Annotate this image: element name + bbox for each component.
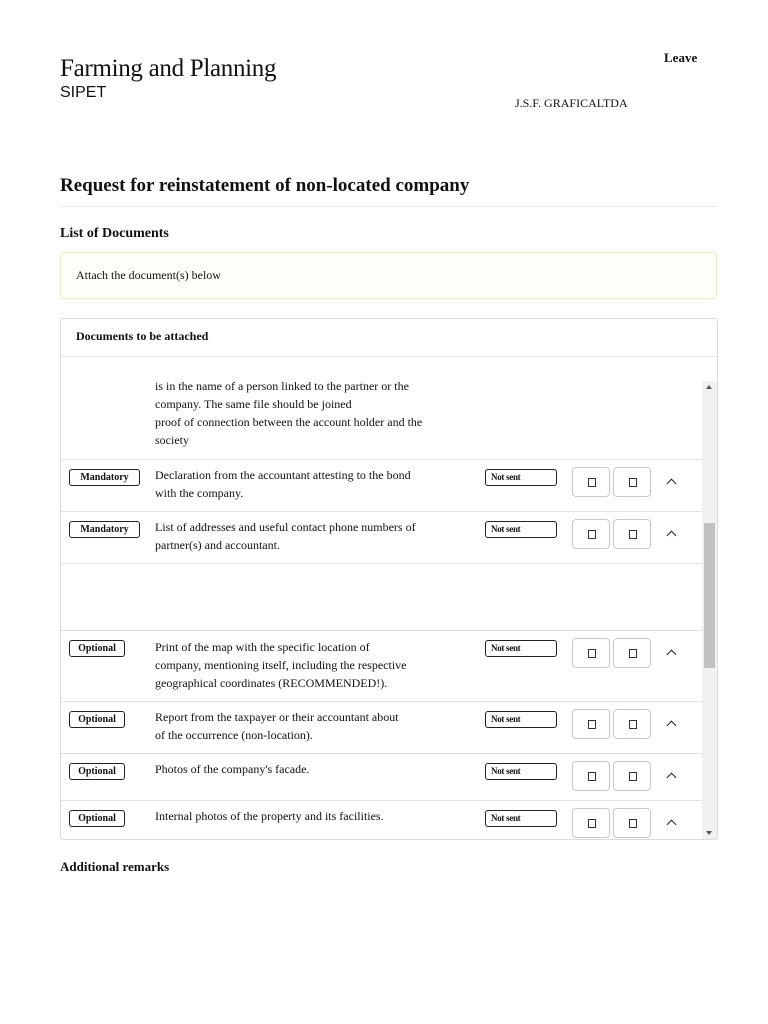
documents-section-title: List of Documents: [60, 226, 169, 241]
status-badge: Not sent: [485, 521, 557, 538]
view-button[interactable]: [613, 808, 651, 838]
square-icon: [588, 649, 596, 658]
square-icon: [588, 478, 596, 487]
square-icon: [629, 478, 637, 487]
attach-button[interactable]: [572, 761, 610, 791]
document-description: Internal photos of the property and its facilities.: [155, 809, 384, 823]
square-icon: [588, 530, 596, 539]
list-item: [61, 564, 702, 631]
square-icon: [629, 772, 637, 781]
leave-link[interactable]: Leave: [664, 50, 698, 65]
chevron-up-icon[interactable]: [665, 717, 679, 731]
attach-button[interactable]: [572, 519, 610, 549]
list-item: [61, 512, 702, 564]
title-divider: [60, 206, 717, 207]
status-badge: Not sent: [485, 711, 557, 728]
documents-panel: [60, 318, 718, 840]
chevron-up-icon[interactable]: [665, 527, 679, 541]
square-icon: [629, 530, 637, 539]
attach-button[interactable]: [572, 808, 610, 838]
list-item: [61, 460, 702, 512]
square-icon: [629, 649, 637, 658]
list-item: [61, 754, 702, 801]
chevron-up-icon[interactable]: [665, 816, 679, 830]
status-badge: Not sent: [485, 469, 557, 486]
app-subtitle: SIPET: [60, 84, 107, 101]
square-icon: [588, 819, 596, 828]
status-badge: Not sent: [485, 763, 557, 780]
triangle-up-icon[interactable]: [706, 385, 712, 389]
square-icon: [588, 720, 596, 729]
status-badge: Not sent: [485, 810, 557, 827]
notice-box: [60, 252, 717, 299]
document-description: is in the name of a person linked to the partner or the company. The same file should be joined proof of connection between the account holder and the society: [155, 379, 423, 447]
triangle-down-icon[interactable]: [706, 831, 712, 835]
requirement-badge: Mandatory: [69, 521, 140, 538]
panel-title: Documents to be attached: [76, 329, 209, 343]
requirement-badge: Optional: [69, 810, 125, 827]
square-icon: [629, 819, 637, 828]
chevron-up-icon[interactable]: [665, 475, 679, 489]
requirement-badge: Optional: [69, 711, 125, 728]
vertical-scrollbar[interactable]: [702, 381, 717, 840]
page-title: Request for reinstatement of non-located company: [60, 175, 470, 196]
document-description: Photos of the company's facade.: [155, 762, 310, 776]
requirement-badge: Optional: [69, 640, 125, 657]
list-item: [61, 631, 702, 702]
square-icon: [629, 720, 637, 729]
view-button[interactable]: [613, 519, 651, 549]
document-description: List of addresses and useful contact phone numbers of partner(s) and accountant.: [155, 520, 416, 552]
document-description: Report from the taxpayer or their accountant about of the occurrence (non-location).: [155, 710, 399, 742]
document-description: Print of the map with the specific location of company, mentioning itself, including the respective geographical coordinates (RECOMMENDED!).: [155, 640, 407, 690]
chevron-up-icon[interactable]: [665, 646, 679, 660]
requirement-badge: Mandatory: [69, 469, 140, 486]
view-button[interactable]: [613, 761, 651, 791]
company-name: J.S.F. GRAFICALTDA: [515, 96, 628, 110]
list-item: [61, 702, 702, 754]
app-title: Farming and Planning: [60, 55, 277, 82]
attach-button[interactable]: [572, 709, 610, 739]
view-button[interactable]: [613, 638, 651, 668]
view-button[interactable]: [613, 709, 651, 739]
document-description: Declaration from the accountant attesting to the bond with the company.: [155, 468, 411, 500]
notice-text: Attach the document(s) below: [76, 268, 221, 282]
scrollbar-thumb[interactable]: [704, 523, 715, 668]
chevron-up-icon[interactable]: [665, 769, 679, 783]
requirement-badge: Optional: [69, 763, 125, 780]
documents-list[interactable]: [61, 357, 702, 840]
attach-button[interactable]: [572, 467, 610, 497]
remarks-title: Additional remarks: [60, 859, 170, 874]
list-item: [61, 357, 702, 460]
list-item: [61, 801, 702, 840]
square-icon: [588, 772, 596, 781]
view-button[interactable]: [613, 467, 651, 497]
panel-header: [61, 319, 717, 357]
attach-button[interactable]: [572, 638, 610, 668]
status-badge: Not sent: [485, 640, 557, 657]
